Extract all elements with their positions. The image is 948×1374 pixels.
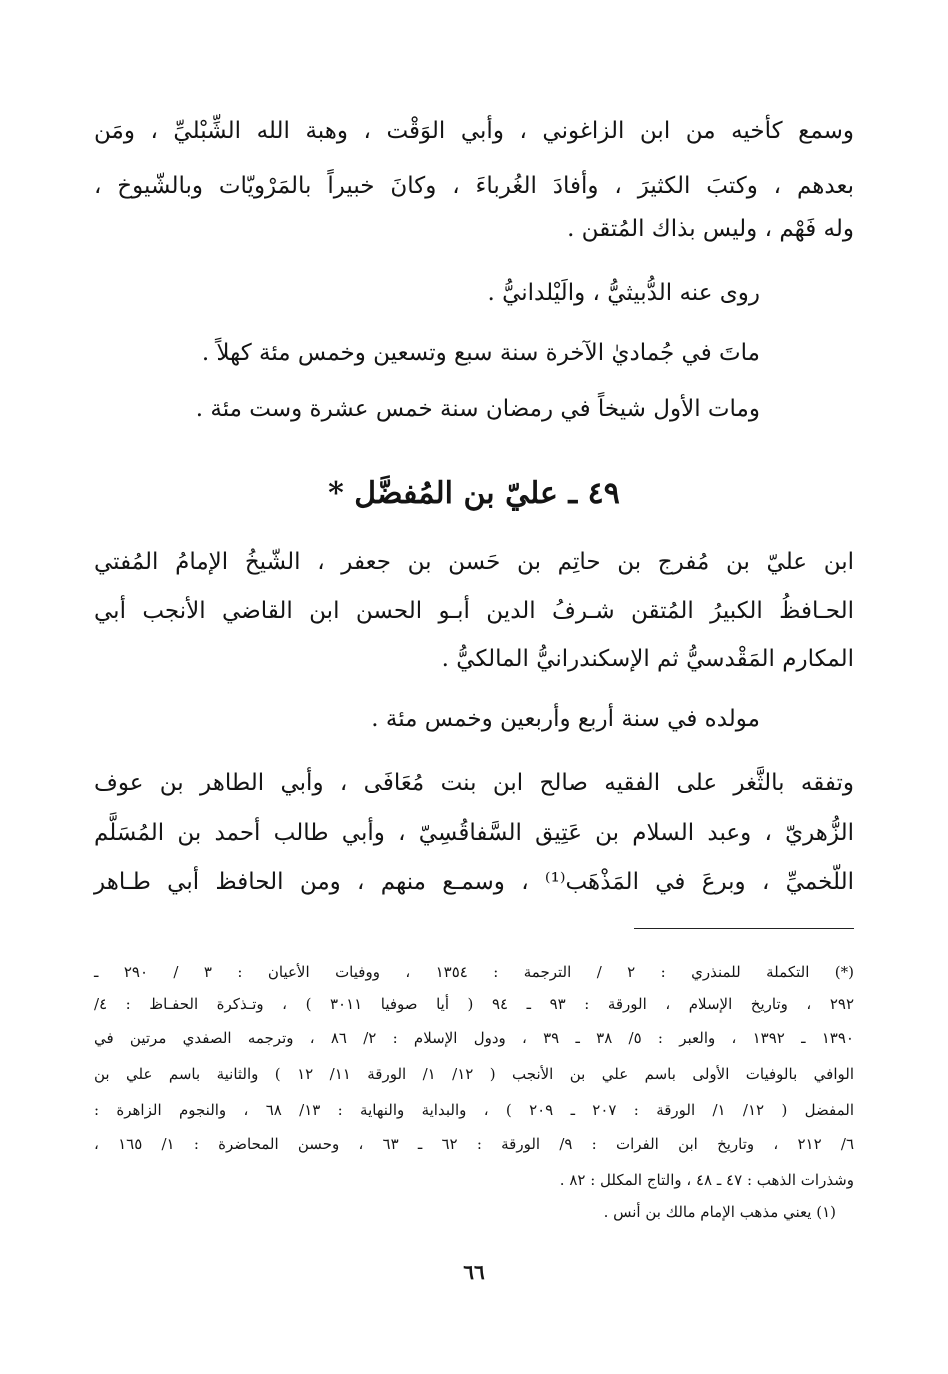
text-line: اللّخميِّ ، وبرعَ في المَذْهَب⁽¹⁾ ، وسمـع منهم ، ومن الحافظ أبي طـاهر [94, 869, 855, 895]
page-number: ٦٦ [463, 1260, 485, 1284]
text-line: وله فَهْم ، وليس بذاك المُتقن . [567, 216, 854, 242]
text-line: الحـافظُ الكبيرُ المُتقن شـرفُ الدين أبـو الحسن ابن القاضي الأنجب أبي [94, 598, 854, 624]
footnote-line: المفضل ( ١٢/ ١/ الورقة : ٢٠٧ ـ ٢٠٩ ) ، والبداية والنهاية : ١٣/ ٦٨ ، والنجوم الزاهرة : [94, 1101, 854, 1119]
footnote-line: وشذرات الذهب : ٤٧ ـ ٤٨ ، والتاج المكلل : ٨٢ . [559, 1171, 854, 1189]
death-line: ماتَ في جُماديٰ الآخرة سنة سبع وتسعين وخمس مئة كهلاً . [201, 340, 760, 366]
footnote-line: ١٣٩٠ ـ ١٣٩٢ ، والعبر : ٥/ ٣٨ ـ ٣٩ ، ودول الإسلام : ٢/ ٨٦ ، وترجمه الصفدي مرتين في [94, 1029, 854, 1047]
death-line: ومات الأول شيخاً في رمضان سنة خمس عشرة وست مئة . [195, 396, 760, 422]
text-line: وسمع كأخيه من ابن الزاغوني ، وأبي الوَقْت ، وهبة الله الشِّبْليِّ ، ومَن [94, 118, 854, 144]
entry-heading: ٤٩ ـ عليّ بن المُفضَّل * [328, 476, 620, 511]
footnote-line: الوافي بالوفيات الأولى باسم علي بن الأنجب ( ١٢/ ١/ الورقة ١١/ ١٢ ) والثانية باسم علي بن [94, 1065, 854, 1083]
birth-line: مولده في سنة أربع وأربعين وخمس مئة . [371, 706, 760, 732]
text-line: المكارم المَقْدسيُّ ثم الإسكندرانيُّ المالكيُّ . [441, 646, 854, 672]
footnote-separator [634, 928, 854, 929]
text-line: بعدهم ، وكتبَ الكثيرَ ، وأفادَ الغُرباءَ ، وكانَ خبيراً بالمَرْويّات وبالشّيوخ ، [94, 173, 854, 199]
footnote-line: ٦/ ٢١٢ ، وتاريخ ابن الفرات : ٩/ الورقة : ٦٢ ـ ٦٣ ، وحسن المحاضرة : ١/ ١٦٥ ، [94, 1135, 854, 1153]
text-line: ابن عليّ بن مُفرج بن حاتِم بن حَسن بن جعفر ، الشّيخُ الإمامُ المُفتي [94, 549, 854, 575]
footnote-line: (*) التكملة للمنذري : ٢ / الترجمة : ١٣٥٤ ، ووفيات الأعيان : ٣ / ٢٩٠ ـ [94, 963, 854, 981]
footnote-line: ٢٩٢ ، وتاريخ الإسلام ، الورقة : ٩٣ ـ ٩٤ ( أيا صوفيا ٣٠١١ ) ، وتـذكرة الحفـاظ : ٤/ [94, 995, 854, 1013]
narrators-line: روى عنه الدُّبيثيُّ ، والَيْلدانيُّ . [487, 280, 760, 306]
text-line: وتفقه بالثَّغر على الفقيه صالح ابن بنت مُعَافَى ، وأبي الطاهر بن عوف [94, 770, 854, 796]
text-line: الزُّهريّ ، وعبد السلام بن عَتِيق السَّفاقُسِيّ ، وأبي طالب أحمد بن المُسَلَّم [94, 820, 854, 846]
footnote-1: (١) يعني مذهب الإمام مالك بن أنس . [603, 1203, 836, 1221]
